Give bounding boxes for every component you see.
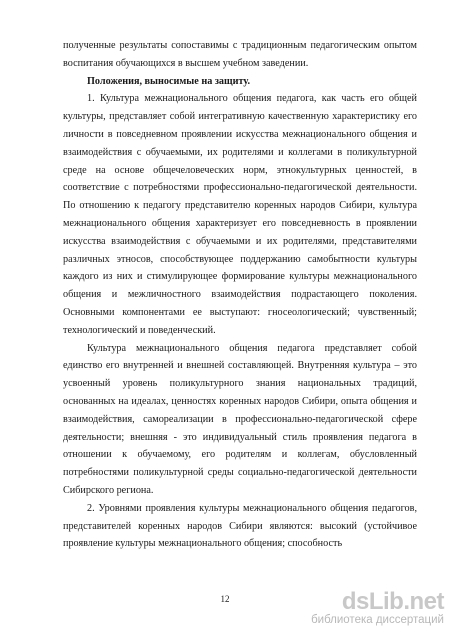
paragraph-thesis-2: 2. Уровнями проявления культуры межнационального общения педагогов, представителей коренных народов Сибири являются: высокий (устойчивое проявление культуры межнационального общения; способность (63, 502, 417, 550)
paragraph-continuation: полученные результаты сопоставимы с традиционным педагогическим опытом воспитания обучающихся в высшем учебном заведении. (63, 40, 417, 69)
paragraph-culture-unity: Культура межнационального общения педагога представляет собой единство его внутренней и внешней составляющей. Внутренняя культура – это усвоенный уровень поликультурного знания национальных традиций, основанных на идеалах, ценностях коренных народов Сибири, опыта общения и взаимодействия, самореализации в профессионально-педагогической сфере деятельности; внешняя - это индивидуальный стиль проявления педагога в отношении к обучаемому, его родителям и коллегам, обусловленный потребностями поликультурной среды социально-педагогической деятельности Сибирского региона. (63, 342, 417, 496)
watermark (274, 589, 444, 633)
paragraph-thesis-1: 1. Культура межнационального общения педагога, как часть его общей культуры, представляет собой интегративную качественную характеристику его личности в повседневном проявлении искусства межнационального общения и взаимодействия с обучаемыми, их родителями и коллегами в поликультурной среде на основе общечеловеческих норм, этнокультурных ценностей, в соответствие с потребностями профессионально-педагогической деятельности. По отношению к педагогу представителю коренных народов Сибири, культура межнационального общения характеризует его повседневность в проявлении искусства взаимодействия с обучаемыми и их родителями, представителями различных этносов, способствующее поддержанию самобытности культуры каждого из них и стимулирующее формирование культуры межнационального общения и межличностного взаимодействия подрастающего поколения. Основными компонентами ее выступают: гносеологический; чувственный; технологический и поведенческий. (63, 93, 417, 336)
watermark-logo: dsLib.net (341, 588, 444, 615)
page-number: 12 (220, 594, 230, 604)
page-body-text (63, 37, 417, 553)
section-heading: Положения, выносимые на защиту. (87, 75, 250, 87)
watermark-subtitle: библиотека диссертаций (311, 614, 444, 626)
